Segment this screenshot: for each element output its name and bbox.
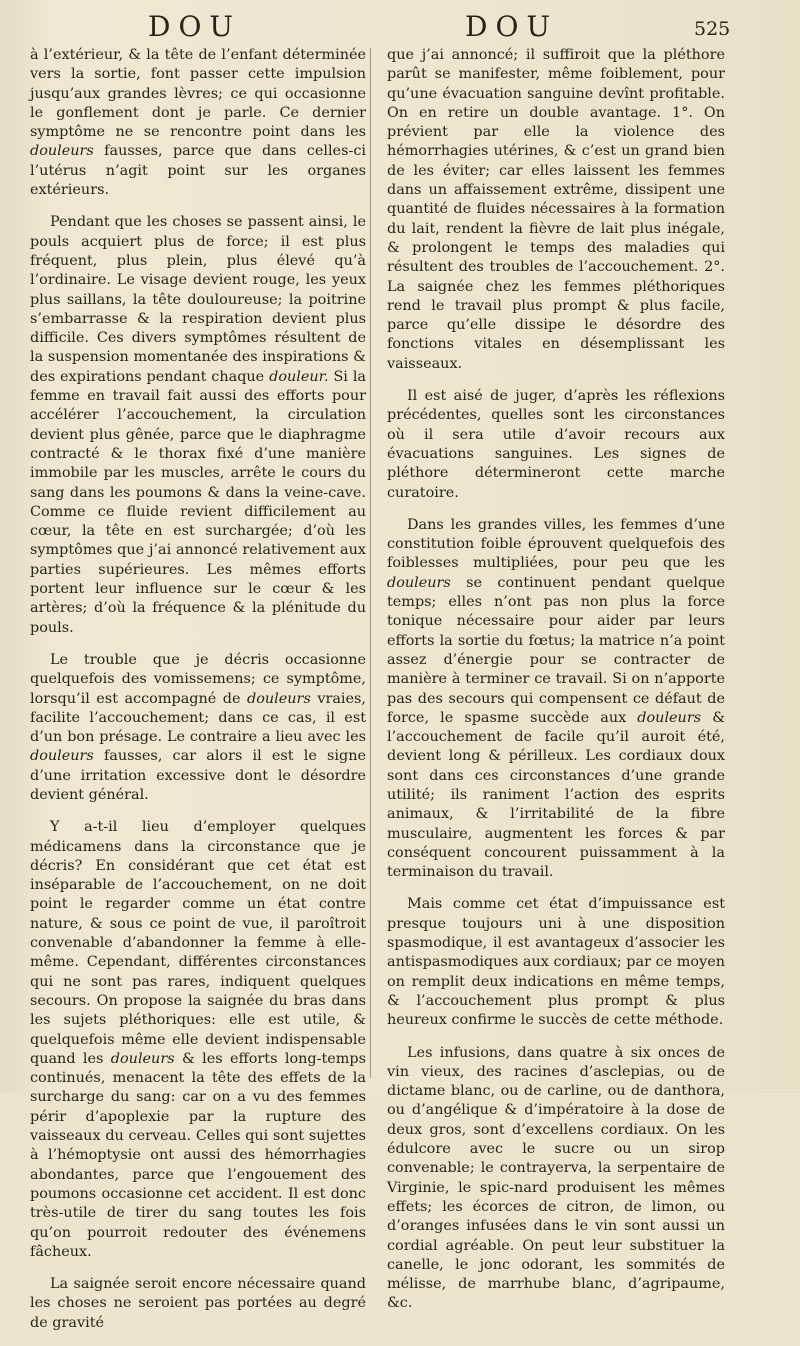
paragraph: Le trouble que je décris occasionne quelquefois des vomissemens; ce symptôme, lorsqu’il est accompagné de douleurs vraies, facilite l’accouchement; dans ce cas, il est d’un bon présage. Le contraire a lieu avec les douleurs fausses, car alors il est le signe d’une irritation excessive dont le désordre devient général. [30, 651, 367, 803]
column-divider [370, 48, 371, 1078]
right-column [387, 46, 725, 1327]
paragraph: à l’extérieur, & la tête de l’enfant déterminée vers la sortie, font passer cette impulsion jusqu’aux grandes lèvres; ce qui occasionne le gonflement dont je parle. Ce dernier symptôme ne se rencontre point dans les douleurs fausses, parce que dans celles-ci l’utérus n’agit point sur les organes extérieurs. [30, 47, 366, 199]
paragraph: Pendant que les choses se passent ainsi, le pouls acquiert plus de force; il est plus fréquent, plus plein, plus élevé qu’à l’ordinaire. Le visage devient rouge, les yeux plus saillans, la tête douloureuse; la poitrine s’embarrasse & la respiration devient plus difficile. Ces divers symptômes résultent de la suspension momentanée des inspirations & des expirations pendant chaque douleur. Si la femme en travail fait aussi des efforts pour accélérer l’accouchement, la circulation devient plus gênée, parce que le diaphragme contracté & le thorax fixé d’une manière immobile par les muscles, arrête le cours du sang dans les poumons & dans la veine-cave. Comme ce fluide revient difficilement au cœur, la tête en est surchargée; d’où les symptômes que j’ai annoncé relativement aux parties supérieures. Les mêmes efforts portent leur influence sur le cœur & les artères; d’où la fréquence & la plénitude du pouls. [30, 214, 367, 636]
header-right-title: DOU [465, 10, 559, 43]
header-left-title: DOU [148, 10, 242, 43]
paragraph: Mais comme cet état d’impuissance est presque toujours uni à une disposition spasmodique, il est avantageux d’associer les antispasmodiques aux cordiaux; par ce moyen on remplit deux indications en même temps, & l’accouchement plus prompt & plus heureux confirme le succès de cette méthode. [387, 896, 725, 1029]
page-number: 525 [694, 18, 731, 40]
paragraph: Il est aisé de juger, d’après les réflexions précédentes, quelles sont les circonstances où il sera utile d’avoir recours aux évacuations sanguines. Les signes de pléthore détermineront cette marche curatoire. [387, 388, 725, 501]
paragraph: que j’ai annoncé; il suffiroit que la pléthore parût se manifester, même foiblement, pour qu’une évacuation sanguine devînt profitable. On en retire un double avantage. 1°. On prévient par elle la violence des hémorrhagies utérines, & c’est un grand bien de les éviter; car elles laissent les femmes dans un affaissement extrême, dissipent une quantité de fluides nécessaires à la formation du lait, rendent la fièvre de lait plus inégale, & prolongent le temps des maladies qui résultent des troubles de l’accouchement. 2°. La saignée chez les femmes pléthoriques rend le travail plus prompt & plus facile, parce qu’elle dissipe le désordre des fonctions vitales en désemplissant les vaisseaux. [387, 47, 725, 372]
running-header [0, 10, 800, 44]
left-column [30, 46, 366, 1346]
paragraph: Les infusions, dans quatre à six onces de vin vieux, des racines d’asclepias, ou de dictame blanc, ou de carline, ou de danthora, ou d’angélique & d’impératoire à la dose de deux gros, sont d’excellens cordiaux. On les édulcore avec le sucre ou un sirop convenable; le contrayerva, la serpentaire de Virginie, le spic-nard produisent les mêmes effets; les écorces de citron, de limon, ou d’oranges infusées dans le vin sont aussi un cordial agréable. On peut leur substituer la canelle, le jonc odorant, les sommités de mélisse, de marrhube blanc, d’agripaume, &c. [387, 1044, 725, 1312]
paragraph: Y a-t-il lieu d’employer quelques médicamens dans la circonstance que je décris? En considérant que cet état est inséparable de l’accouchement, on ne doit point le regarder comme un état contre nature, & sous ce point de vue, il paroîtroit convenable d’abandonner la femme à elle-même. Cependant, différentes circonstances qui ne sont pas rares, indiquent quelques secours. On propose la saignée du bras dans les sujets pléthoriques: elle est utile, & quelquefois même elle devient indispensable quand les douleurs & les efforts long-temps continués, menacent la tête des effets de la surcharge du sang: car on a vu des femmes périr d’apoplexie par la rupture des vaisseaux du cerveau. Celles qui sont sujettes à l’hémoptysie ont aussi des hémorrhagies abondantes, parce que l’engouement des poumons occasionne cet accident. Il est donc très-utile de tirer du sang toutes les fois qu’on pourroit redouter des événemens fâcheux. [30, 819, 366, 1260]
paragraph: Dans les grandes villes, les femmes d’une constitution foible éprouvent quelquefois des foiblesses multipliées, pour peu que les douleurs se continuent pendant quelque temps; elles n’ont pas non plus la force tonique nécessaire pour aider par leurs efforts la sortie du fœtus; la matrice n’a point assez d’énergie pour se contracter de manière à terminer ce travail. Si on n’apporte pas des secours qui compensent ce défaut de force, le spasme succède aux douleurs & l’accouchement de facile qu’il auroit été, devient long & périlleux. Les cordiaux doux sont dans ces circonstances d’une grande utilité; ils raniment l’action des esprits animaux, & l’irritabilité de la fibre musculaire, augmentent les forces & par conséquent concourent puissamment à la terminaison du travail. [387, 516, 726, 881]
paragraph: La saignée seroit encore nécessaire quand les choses ne seroient pas portées au degré de gravité [30, 1276, 366, 1331]
